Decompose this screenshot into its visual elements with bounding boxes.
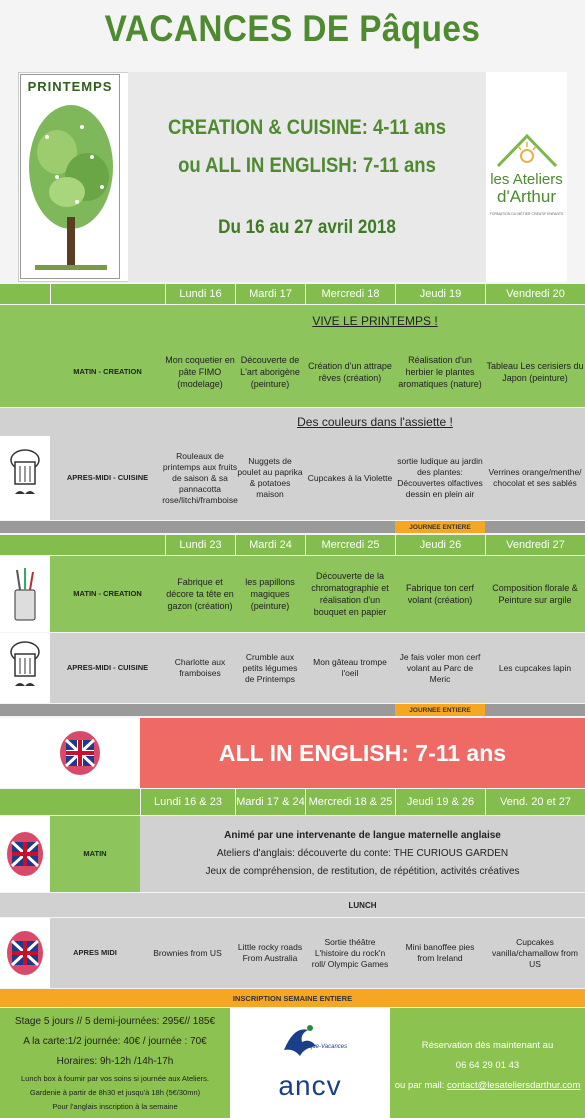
mouth-flag-icon-cell xyxy=(50,718,110,788)
blank-cell xyxy=(50,284,165,304)
activity-cell: Charlotte aux framboises xyxy=(174,657,226,678)
ancv-logo: ancv xyxy=(278,1070,342,1101)
pricing-line: Stage 5 jours // 5 demi-journées: 295€// 185€ xyxy=(14,1016,216,1027)
poster-title: PRINTEMPS xyxy=(27,79,113,94)
printemps-poster xyxy=(20,74,120,279)
english-day-header xyxy=(0,789,585,815)
contact-email-link[interactable]: contact@lesateliersdarthur.com xyxy=(447,1080,581,1091)
pricing-line: Gardenie à partir de 8h30 et jusqu'à 18h (5€/30mn) xyxy=(29,1088,201,1097)
logo-tagline: FORMATION DU MÉTIER CRÉATIF ENFANTS xyxy=(489,212,564,216)
week2-morning-row xyxy=(0,556,585,632)
activity-cell: Réalisation d'un herbier le plantes aromatiques (nature) xyxy=(398,355,482,389)
activity-cell: Les cupcakes lapin xyxy=(498,662,572,673)
brush-icon-cell xyxy=(0,556,50,632)
day-label: Lundi 16 xyxy=(165,284,235,304)
ancv-sub: Chèque-Vacances xyxy=(298,1044,348,1050)
day-label: Lundi 16 & 23 xyxy=(140,789,235,815)
day-label: Mercredi 18 & 25 xyxy=(305,789,395,815)
row-label: APRES MIDI xyxy=(73,948,117,957)
activity-cell: Rouleaux de printemps aux fruits de saison & sa pannacotta rose/litchi/framboise xyxy=(162,450,238,505)
uk-mouth-icon xyxy=(58,728,102,778)
pricing-line: Pour l'anglais inscription à la semaine xyxy=(52,1102,178,1111)
contact-line: Réservation dès maintenant au xyxy=(421,1040,554,1051)
pricing-line: A la carte:1/2 journée: 40€ / journée : 70€ xyxy=(23,1036,207,1047)
day-label: Mercredi 25 xyxy=(305,535,395,555)
row-label: MATIN - CREATION xyxy=(73,367,142,376)
house-icon xyxy=(496,132,558,170)
page-title: VACANCES DE Pâques xyxy=(104,8,481,49)
activity-cell: les papillons magiques (peinture) xyxy=(245,577,295,611)
chef-hat-icon xyxy=(9,448,41,508)
activity-cell: Je fais voler mon cerf volant au Parc de Meric xyxy=(399,651,481,684)
header-line-2: ou ALL IN ENGLISH: 7-11 ans xyxy=(178,154,436,177)
english-banner-row xyxy=(0,718,585,788)
day-label: Vendredi 20 xyxy=(485,284,585,304)
full-day-badge: JOURNEE ENTIERE xyxy=(395,704,485,716)
activity-cell: Cupcakes à la Violette xyxy=(307,472,393,483)
lunch-row xyxy=(0,893,585,917)
activity-cell: Tableau Les cerisiers du Japon (peinture) xyxy=(486,361,584,383)
day-label: Jeudi 19 & 26 xyxy=(395,789,485,815)
header-dates: Du 16 au 27 avril 2018 xyxy=(218,217,396,238)
week1-day-header xyxy=(0,284,585,304)
blank-cell xyxy=(0,284,50,304)
week1-morning-row xyxy=(0,337,585,407)
header-info xyxy=(128,72,486,282)
activity-cell: Verrines orange/menthe/ chocolat et ses sablés xyxy=(488,467,582,488)
activity-cell: Cupcakes vanilla/chamallow from US xyxy=(492,936,578,969)
activity-cell: sortie ludique au jardin des plantes: Découvertes olfactives dessin en plein air xyxy=(397,456,483,499)
uk-mouth-icon xyxy=(5,829,45,879)
english-afternoon-row xyxy=(0,918,585,988)
activity-cell: Fabrique et décore ta tête en gazon (création) xyxy=(166,577,234,611)
desc-line-2: Ateliers d'anglais: découverte du conte: THE CURIOUS GARDEN xyxy=(216,848,509,859)
day-label: Mardi 17 xyxy=(235,284,305,304)
day-label: Vend. 20 et 27 xyxy=(485,789,585,815)
mouth-icon-cell xyxy=(0,816,50,892)
day-label: Mercredi 18 xyxy=(305,284,395,304)
chef-icon-cell xyxy=(0,436,50,520)
week2-day-header xyxy=(0,535,585,555)
row-label: MATIN xyxy=(83,849,107,858)
english-banner: ALL IN ENGLISH: 7-11 ans xyxy=(140,718,585,788)
english-morning-row xyxy=(0,816,585,892)
activity-cell: Sortie théâtre L'histoire du rock'n roll/ Olympic Games xyxy=(311,936,389,969)
day-label: Vendredi 27 xyxy=(485,535,585,555)
row-label: APRES-MIDI - CUISINE xyxy=(66,473,149,482)
logo-line-2: d'Arthur xyxy=(497,187,556,206)
pricing-line: Horaires: 9h-12h /14h-17h xyxy=(56,1056,174,1067)
activity-cell: Nuggets de poulet au paprika & potatoes maison xyxy=(237,456,303,499)
chef-icon-cell xyxy=(0,633,50,703)
theme-title: Des couleurs dans l'assiette ! xyxy=(297,415,453,429)
row-label: MATIN - CREATION xyxy=(73,589,142,598)
pricing-line: Lunch box à fournir par vos soins si journée aux Ateliers. xyxy=(20,1074,210,1083)
logo-line-1: les Ateliers xyxy=(490,171,563,188)
activity-cell: Little rocky roads From Australia xyxy=(237,942,303,963)
contact-mail-line xyxy=(390,1080,585,1091)
activity-cell: Découverte de L'art aborigène (peinture) xyxy=(240,355,300,389)
contact-phone: 06 64 29 01 43 xyxy=(455,1060,520,1071)
contact-mail-prefix: ou par mail: xyxy=(394,1080,445,1091)
activity-cell: Composition florale & Peinture sur argile xyxy=(492,583,578,605)
week1-afternoon-theme xyxy=(0,408,585,436)
day-label: Mardi 24 xyxy=(235,535,305,555)
inscription-label: INSCRIPTION SEMAINE ENTIERE xyxy=(232,993,353,1003)
week1-theme-row xyxy=(0,305,585,337)
logo xyxy=(486,72,567,282)
full-day-badge: JOURNEE ENTIERE xyxy=(395,521,485,533)
week2-afternoon-row xyxy=(0,633,585,703)
activity-cell: Crumble aux petits légumes de Printemps xyxy=(242,651,298,684)
day-label: Lundi 23 xyxy=(165,535,235,555)
mouth-icon-cell xyxy=(0,918,50,988)
ancv-bird-icon xyxy=(280,1020,320,1060)
contact-panel xyxy=(390,1008,585,1118)
uk-mouth-icon xyxy=(5,928,45,978)
ancv-panel xyxy=(230,1008,390,1118)
week2-fullday-strip xyxy=(0,704,585,716)
desc-line-3: Jeux de compréhension, de restitution, de répétition, activités créatives xyxy=(205,866,520,877)
activity-cell: Mon coquetier en pâte FIMO (modelage) xyxy=(165,355,235,389)
activity-cell: Découverte de la chromatographie et réalisation d'un bouquet en papier xyxy=(311,571,389,617)
day-label: Jeudi 26 xyxy=(395,535,485,555)
lunch-label: LUNCH xyxy=(348,900,377,910)
row-label: APRES-MIDI - CUISINE xyxy=(66,663,149,672)
desc-line-1: Animé par une intervenante de langue maternelle anglaise xyxy=(224,830,501,841)
day-label: Mardi 17 & 24 xyxy=(235,789,305,815)
day-label: Jeudi 19 xyxy=(395,284,485,304)
pricing-panel xyxy=(0,1008,230,1118)
inscription-strip xyxy=(0,989,585,1007)
activity-cell: Création d'un attrape rêves (création) xyxy=(308,361,392,383)
tree-icon xyxy=(27,97,115,277)
chef-hat-icon xyxy=(9,640,41,696)
activity-cell: Brownies from US xyxy=(153,947,222,958)
activity-cell: Mon gâteau trompe l'oeil xyxy=(313,657,387,678)
header-line-1: CREATION & CUISINE: 4-11 ans xyxy=(168,116,446,139)
week1-fullday-strip xyxy=(0,521,585,533)
paintbrush-jar-icon xyxy=(11,566,39,622)
activity-cell: Fabrique ton cerf volant (création) xyxy=(405,583,475,605)
english-morning-desc xyxy=(140,816,585,892)
week1-afternoon-row xyxy=(0,436,585,520)
activity-cell: Mini banoffee pies from Ireland xyxy=(405,942,475,963)
theme-title: VIVE LE PRINTEMPS ! xyxy=(312,314,438,328)
